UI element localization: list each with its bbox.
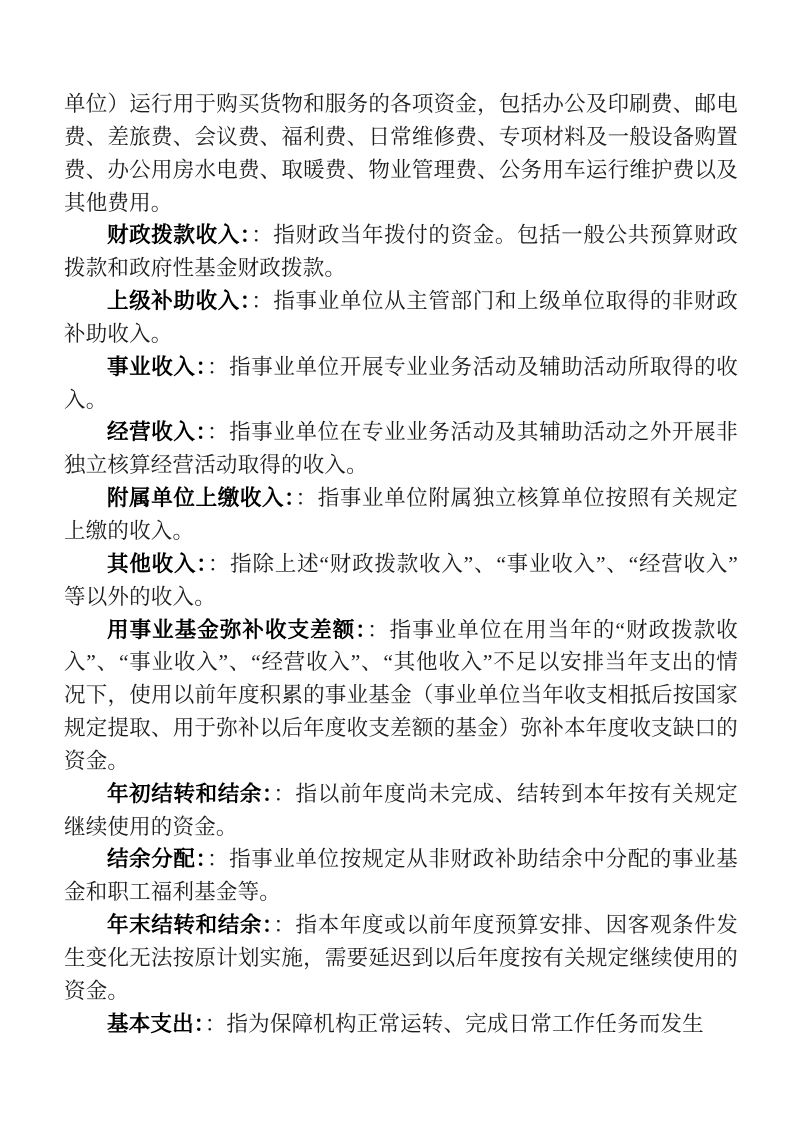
term-label: 年初结转和结余： (107, 781, 274, 806)
paragraph-text: ：指本年度或以前年度预算安排、因客观条件发生变化无法按原计划实施，需要延迟到以后年度按有关规定继续使用的资金。 (64, 913, 738, 1003)
term-label: 基本支出： (107, 1011, 205, 1036)
paragraph-text: ：指事业单位在专业业务活动及其辅助活动之外开展非独立核算经营活动取得的收入。 (64, 420, 738, 478)
paragraph (64, 548, 738, 614)
paragraph (64, 482, 738, 548)
paragraph-text: ：指为保障机构正常运转、完成日常工作任务而发生 (204, 1011, 704, 1036)
paragraph (64, 351, 738, 417)
paragraph-text: ：指事业单位从主管部门和上级单位取得的非财政补助收入。 (64, 289, 738, 346)
paragraph (64, 88, 738, 219)
paragraph-text: ：指除上述“财政拨款收入”、“事业收入”、“经营收入”等以外的收入。 (64, 551, 738, 609)
paragraph-text: ：指事业单位在用当年的“财政拨款收入”、“事业收入”、“经营收入”、“其他收入”不足以安排当年支出的情况下，使用以前年度积累的事业基金（事业单位当年收支相抵后按国家规定提取、用于弥补以后年度收支差额的基金）弥补本年度收支缺口的资金。 (64, 617, 738, 773)
term-label: 结余分配： (107, 847, 207, 872)
paragraph-text: ：指以前年度尚未完成、结转到本年按有关规定继续使用的资金。 (64, 781, 738, 839)
term-label: 财政拨款收入： (107, 223, 252, 248)
paragraph-text: ：指事业单位开展专业业务活动及辅助活动所取得的收入。 (64, 354, 738, 412)
term-label: 其他收入： (107, 551, 208, 576)
paragraph (64, 614, 738, 778)
term-label: 用事业基金弥补收支差额： (107, 617, 368, 642)
paragraph (64, 285, 738, 351)
paragraph (64, 416, 738, 482)
document-content (64, 88, 738, 1040)
paragraph (64, 843, 738, 909)
term-label: 年末结转和结余： (107, 913, 274, 938)
paragraph (64, 219, 738, 285)
paragraph-text: ：指事业单位附属独立核算单位按照有关规定上缴的收入。 (64, 486, 738, 543)
paragraph-text: ：指事业单位按规定从非财政补助结余中分配的事业基金和职工福利基金等。 (64, 847, 738, 905)
paragraph (64, 909, 738, 1008)
term-label: 上级补助收入： (107, 289, 252, 314)
term-label: 附属单位上缴收入： (107, 486, 296, 511)
term-label: 事业收入： (107, 354, 207, 379)
paragraph (64, 1008, 738, 1041)
paragraph-text: 单位）运行用于购买货物和服务的各项资金，包括办公及印刷费、邮电费、差旅费、会议费、福利费、日常维修费、专项材料及一般设备购置费、办公用房水电费、取暖费、物业管理费、公务用车运行维护费以及其他费用。 (64, 92, 738, 215)
paragraph-text: ：指财政当年拨付的资金。包括一般公共预算财政拨款和政府性基金财政拨款。 (64, 223, 738, 281)
term-label: 经营收入： (107, 420, 207, 445)
paragraph (64, 778, 738, 844)
